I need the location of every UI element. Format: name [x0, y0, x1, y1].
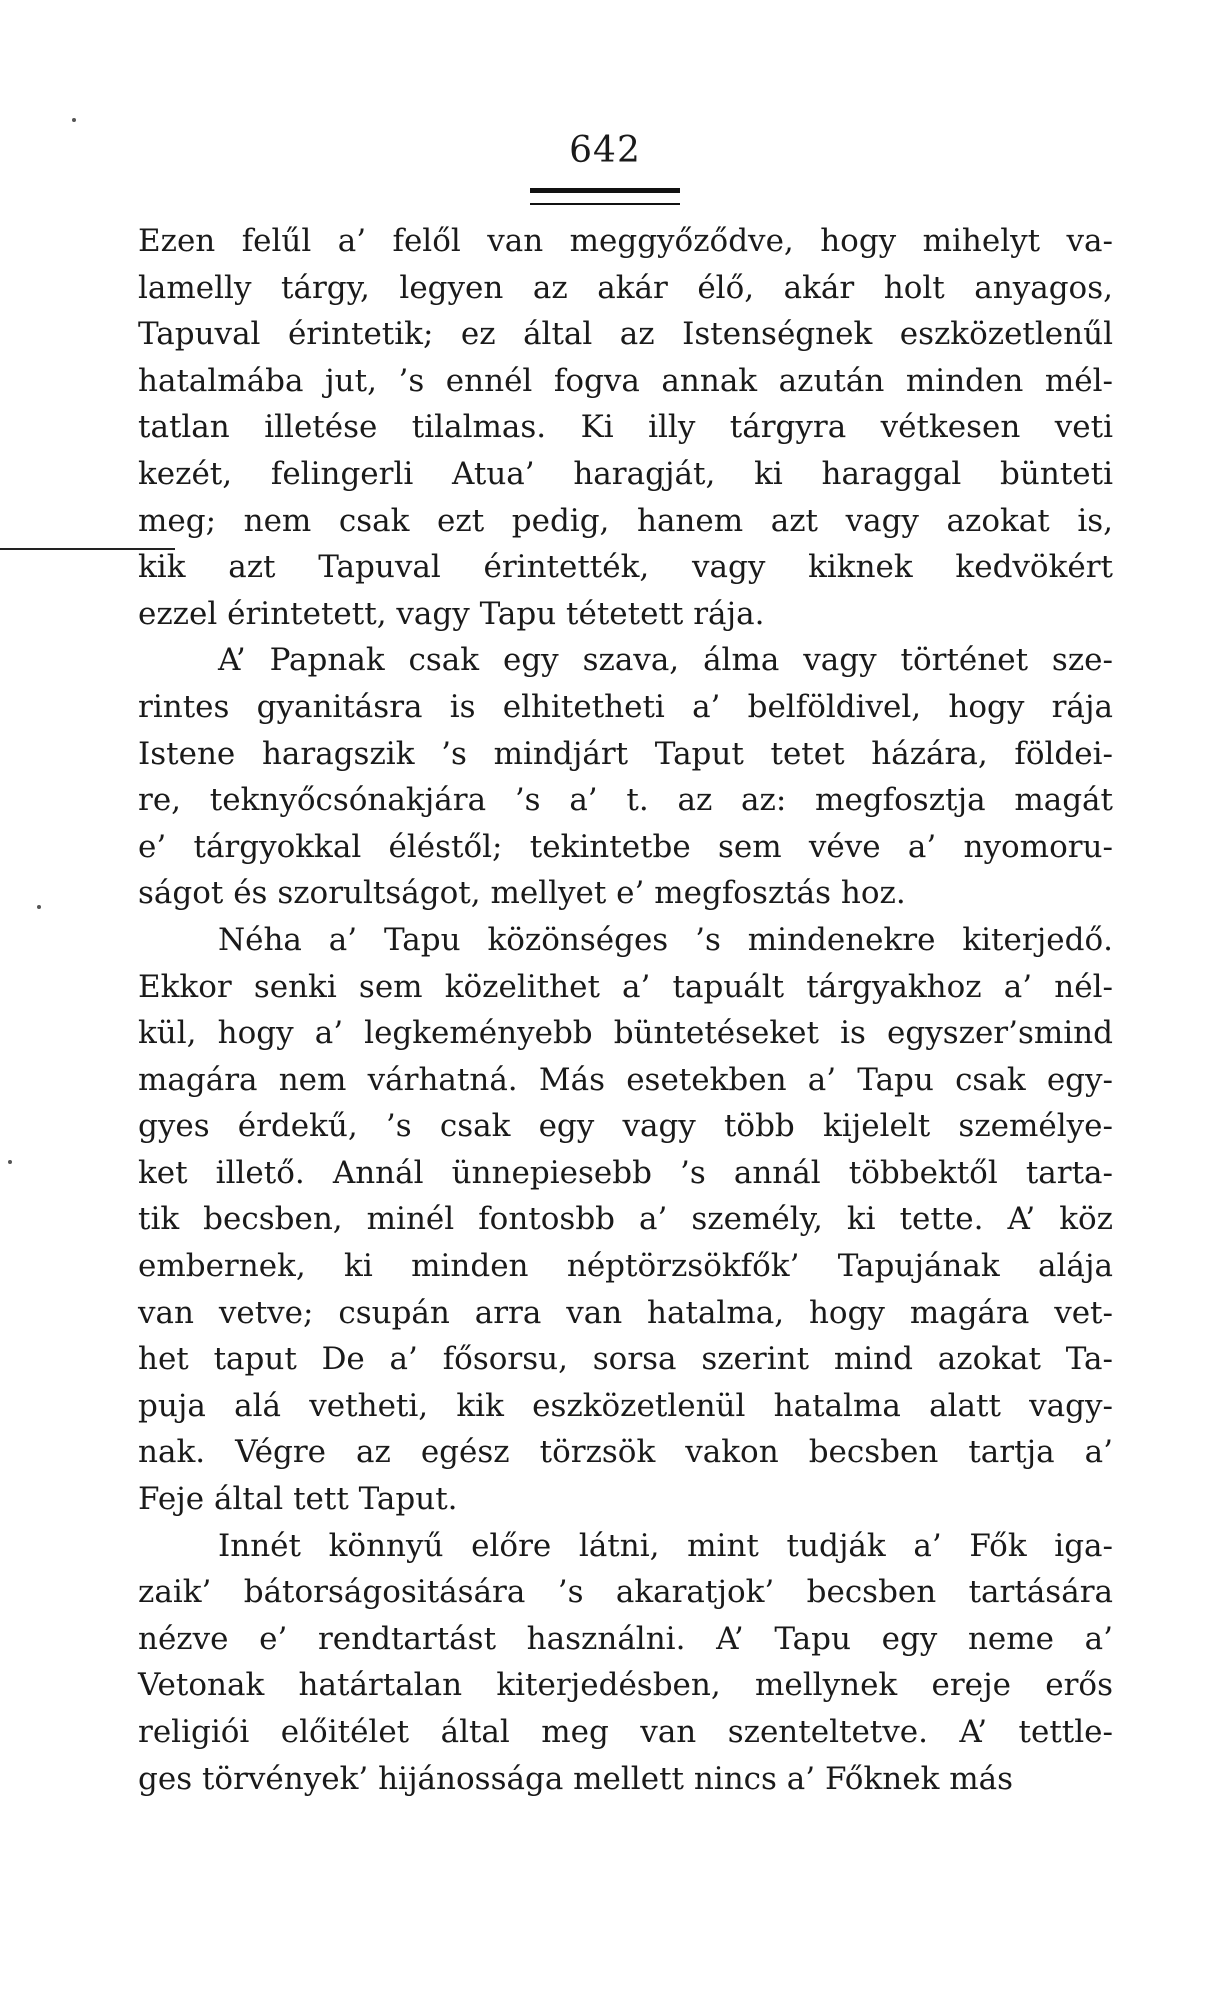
- text-line: embernek, ki minden néptörzsökfők’ Tapujának alája: [138, 1248, 1113, 1285]
- text-line: Istene haragszik ’s mindjárt Taput tetet házára, földei-: [138, 735, 1113, 772]
- text-line: ket illető. Annál ünnepiesebb ’s annál többektől tarta-: [138, 1154, 1113, 1191]
- text-line: religiói előitélet által meg van szenteltetve. A’ tettle-: [138, 1714, 1113, 1750]
- paper-speck: [72, 118, 76, 122]
- text-line: Feje által tett Taput.: [138, 1481, 458, 1518]
- text-line: Ekkor senki sem közelithet a’ tapuált tárgyakhoz a’ nél-: [138, 968, 1113, 1005]
- text-line: e’ tárgyokkal éléstől; tekintetbe sem véve a’ nyomoru-: [138, 828, 1113, 865]
- text-line: nézve e’ rendtartást használni. A’ Tapu egy neme a’: [138, 1620, 1113, 1657]
- text-line: A’ Papnak csak egy szava, álma vagy történet sze-: [218, 642, 1113, 679]
- paper-speck: [8, 1160, 12, 1164]
- text-line: ezzel érintetett, vagy Tapu tétetett rája.: [138, 595, 765, 632]
- text-line: gyes érdekű, ’s csak egy vagy több kijelelt személye-: [138, 1108, 1113, 1145]
- text-line: kül, hogy a’ legkeményebb büntetéseket is egyszer’smind: [138, 1015, 1113, 1052]
- text-line: Innét könnyű előre látni, mint tudják a’ Fők iga-: [218, 1527, 1113, 1564]
- paragraph: [138, 637, 1113, 917]
- header-double-rule: [530, 188, 680, 205]
- text-line: hatalmába jut, ’s ennél fogva annak azután minden mél-: [138, 362, 1113, 399]
- text-line: kik azt Tapuval érintették, vagy kiknek kedvökért: [138, 549, 1113, 586]
- text-line: ságot és szorultságot, mellyet e’ megfosztás hoz.: [138, 875, 906, 912]
- paragraph: [138, 218, 1113, 637]
- text-line: kezét, felingerli Atua’ haragját, ki haraggal bünteti: [138, 455, 1113, 492]
- text-line: re, teknyőcsónakjára ’s a’ t. az az: megfosztja magát: [138, 782, 1113, 819]
- text-line: van vetve; csupán arra van hatalma, hogy magára vet-: [138, 1294, 1113, 1331]
- paragraph: [138, 917, 1113, 1523]
- paper-speck: [37, 905, 41, 909]
- text-line: meg; nem csak ezt pedig, hanem azt vagy azokat is,: [138, 502, 1113, 539]
- text-line: magára nem várhatná. Más esetekben a’ Tapu csak egy-: [138, 1061, 1113, 1098]
- text-line: Ezen felűl a’ felől van meggyőződve, hogy mihelyt va-: [138, 223, 1113, 259]
- text-line: lamelly tárgy, legyen az akár élő, akár holt anyagos,: [138, 269, 1113, 306]
- text-line: Néha a’ Tapu közönséges ’s mindenekre kiterjedő.: [218, 921, 1113, 958]
- text-line: rintes gyanitásra is elhitetheti a’ belföldivel, hogy rája: [138, 688, 1113, 725]
- paragraph: [138, 1523, 1113, 1803]
- page-number: 642: [569, 130, 641, 171]
- text-line: tik becsben, minél fontosbb a’ személy, ki tette. A’ köz: [138, 1201, 1113, 1238]
- text-line: het taput De a’ fősorsu, sorsa szerint mind azokat Ta-: [138, 1341, 1113, 1378]
- text-line: tatlan illetése tilalmas. Ki illy tárgyra vétkesen veti: [138, 409, 1113, 446]
- text-line: zaik’ bátorságositására ’s akaratjok’ becsben tartására: [138, 1574, 1113, 1611]
- text-line: puja alá vetheti, kik eszközetlenül hatalma alatt vagy-: [138, 1387, 1113, 1424]
- body-text: [138, 218, 1113, 1802]
- text-line: Tapuval érintetik; ez által az Istenségnek eszközetlenűl: [138, 316, 1113, 353]
- text-line: ges törvények’ hijánossága mellett nincs a’ Főknek más: [138, 1760, 1013, 1797]
- text-line: nak. Végre az egész törzsök vakon becsben tartja a’: [138, 1434, 1113, 1471]
- text-line: Vetonak határtalan kiterjedésben, mellynek ereje erős: [138, 1667, 1113, 1704]
